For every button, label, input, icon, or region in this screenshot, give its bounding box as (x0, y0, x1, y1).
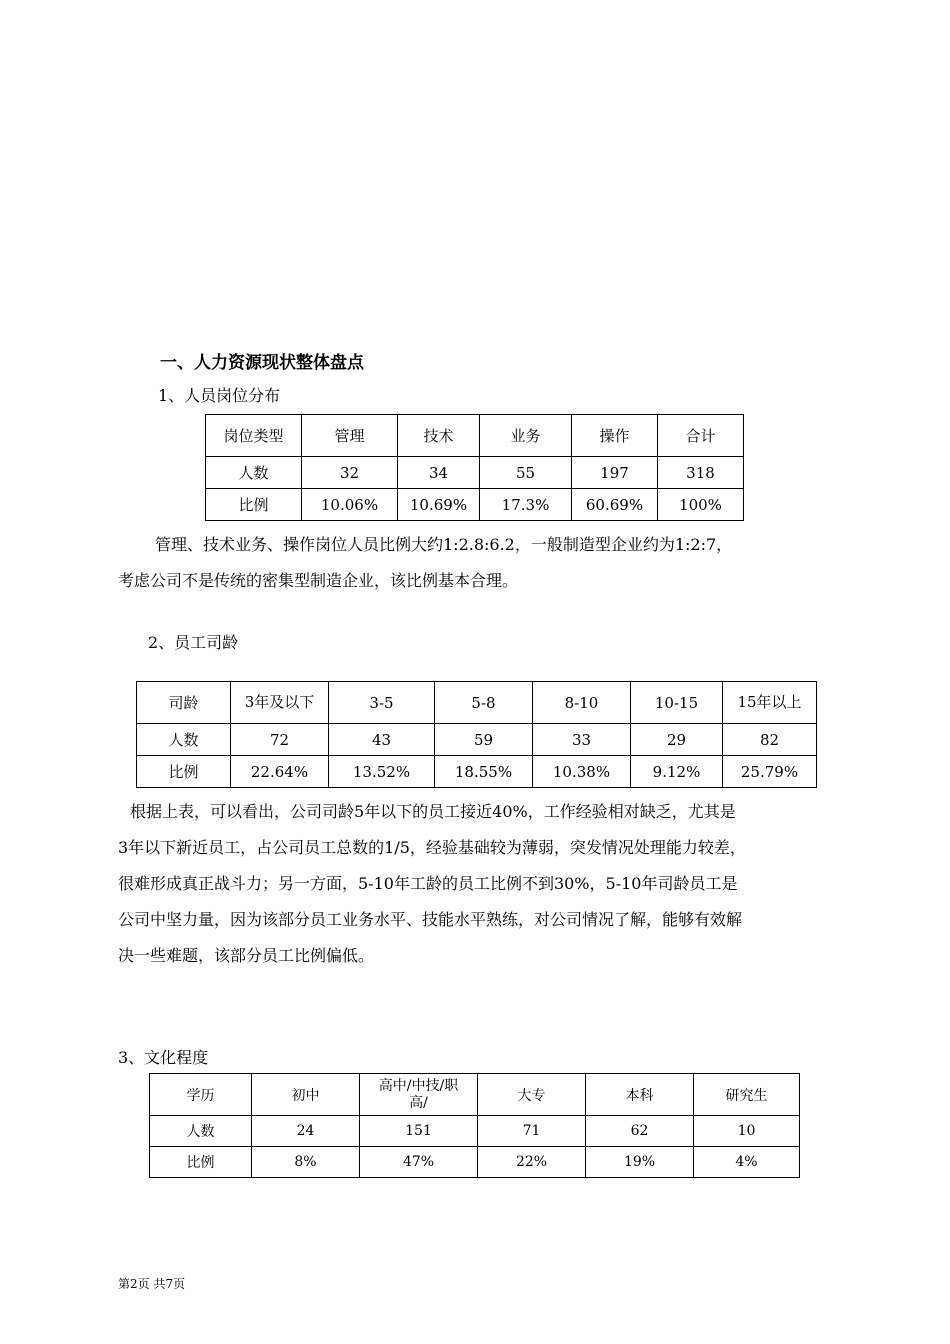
table-cell: 10.06% (302, 489, 398, 521)
paragraph-line: 很难形成真正战斗力；另一方面，5-10年工龄的员工比例不到30%，5-10年司龄员工是 (118, 874, 738, 893)
table-cell: 82 (723, 724, 817, 756)
table-cell: 25.79% (723, 756, 817, 788)
table-cell: 34 (398, 457, 480, 489)
table-cell: 8% (252, 1147, 360, 1178)
table-cell: 318 (658, 457, 744, 489)
table-cell: 72 (231, 724, 329, 756)
table-cell: 岗位类型 (206, 415, 302, 457)
education-table (149, 1073, 800, 1178)
table-cell: 55 (480, 457, 572, 489)
paragraph-line: 公司中坚力量，因为该部分员工业务水平、技能水平熟练，对公司情况了解，能够有效解 (118, 910, 743, 929)
paragraph-line: 管理、技术业务、操作岗位人员比例大约1:2.8:6.2，一般制造型企业约为1:2:7， (155, 535, 733, 554)
table-cell: 10.38% (533, 756, 631, 788)
table-cell: 22% (478, 1147, 586, 1178)
table-cell: 100% (658, 489, 744, 521)
table-cell: 比例 (137, 756, 231, 788)
table-cell: 71 (478, 1116, 586, 1147)
position-distribution-table (205, 414, 744, 521)
table-row (150, 1147, 800, 1178)
table-cell: 5-8 (435, 682, 533, 724)
table-cell: 17.3% (480, 489, 572, 521)
paragraph-line: 考虑公司不是传统的密集型制造企业，该比例基本合理。 (118, 571, 519, 590)
table-cell: 人数 (150, 1116, 252, 1147)
table-header-row (137, 682, 817, 724)
table-cell: 操作 (572, 415, 658, 457)
section-heading: 一、人力资源现状整体盘点 (160, 353, 364, 373)
table-cell: 比例 (206, 489, 302, 521)
table-cell: 15年以上 (723, 682, 817, 724)
paragraph-line: 决一些难题，该部分员工比例偏低。 (118, 946, 375, 965)
table-cell: 管理 (302, 415, 398, 457)
table-header-row (150, 1074, 800, 1116)
table-cell: 59 (435, 724, 533, 756)
table-cell: 3-5 (329, 682, 435, 724)
table-cell: 62 (586, 1116, 694, 1147)
table-cell: 9.12% (631, 756, 723, 788)
paragraph-line: 根据上表，可以看出，公司司龄5年以下的员工接近40%，工作经验相对缺乏，尤其是 (130, 802, 736, 821)
table-cell: 43 (329, 724, 435, 756)
table-row (137, 724, 817, 756)
table-cell: 10.69% (398, 489, 480, 521)
table-cell: 60.69% (572, 489, 658, 521)
table-cell: 人数 (206, 457, 302, 489)
table-cell: 32 (302, 457, 398, 489)
table-row (206, 489, 744, 521)
table-cell: 47% (360, 1147, 478, 1178)
table-row (150, 1116, 800, 1147)
table-cell: 研究生 (694, 1074, 800, 1116)
table-cell: 151 (360, 1116, 478, 1147)
table-cell: 人数 (137, 724, 231, 756)
table-cell: 10 (694, 1116, 800, 1147)
table-cell: 8-10 (533, 682, 631, 724)
page-number: 第2页 共7页 (118, 1277, 186, 1291)
table-cell: 22.64% (231, 756, 329, 788)
table-cell: 29 (631, 724, 723, 756)
table-cell: 合计 (658, 415, 744, 457)
table-cell: 比例 (150, 1147, 252, 1178)
section2-title: 2、员工司龄 (148, 633, 239, 652)
paragraph-line: 3年以下新近员工，占公司员工总数的1/5，经验基础较为薄弱，突发情况处理能力较差， (118, 838, 746, 857)
section1-title: 1、人员岗位分布 (158, 386, 281, 405)
table-cell: 司龄 (137, 682, 231, 724)
table-cell: 197 (572, 457, 658, 489)
table-cell: 3年及以下 (231, 682, 329, 724)
table-cell: 高中/中技/职高/ (360, 1074, 478, 1116)
tenure-table (136, 681, 817, 788)
table-cell: 33 (533, 724, 631, 756)
table-cell: 学历 (150, 1074, 252, 1116)
table-cell: 10-15 (631, 682, 723, 724)
table-row (206, 457, 744, 489)
table-cell: 大专 (478, 1074, 586, 1116)
table-cell: 本科 (586, 1074, 694, 1116)
table-cell: 技术 (398, 415, 480, 457)
table-cell: 13.52% (329, 756, 435, 788)
table-header-row (206, 415, 744, 457)
section3-title: 3、文化程度 (118, 1048, 209, 1067)
table-cell: 初中 (252, 1074, 360, 1116)
table-cell: 24 (252, 1116, 360, 1147)
table-row (137, 756, 817, 788)
table-cell: 18.55% (435, 756, 533, 788)
table-cell: 19% (586, 1147, 694, 1178)
table-cell: 4% (694, 1147, 800, 1178)
table-cell: 业务 (480, 415, 572, 457)
